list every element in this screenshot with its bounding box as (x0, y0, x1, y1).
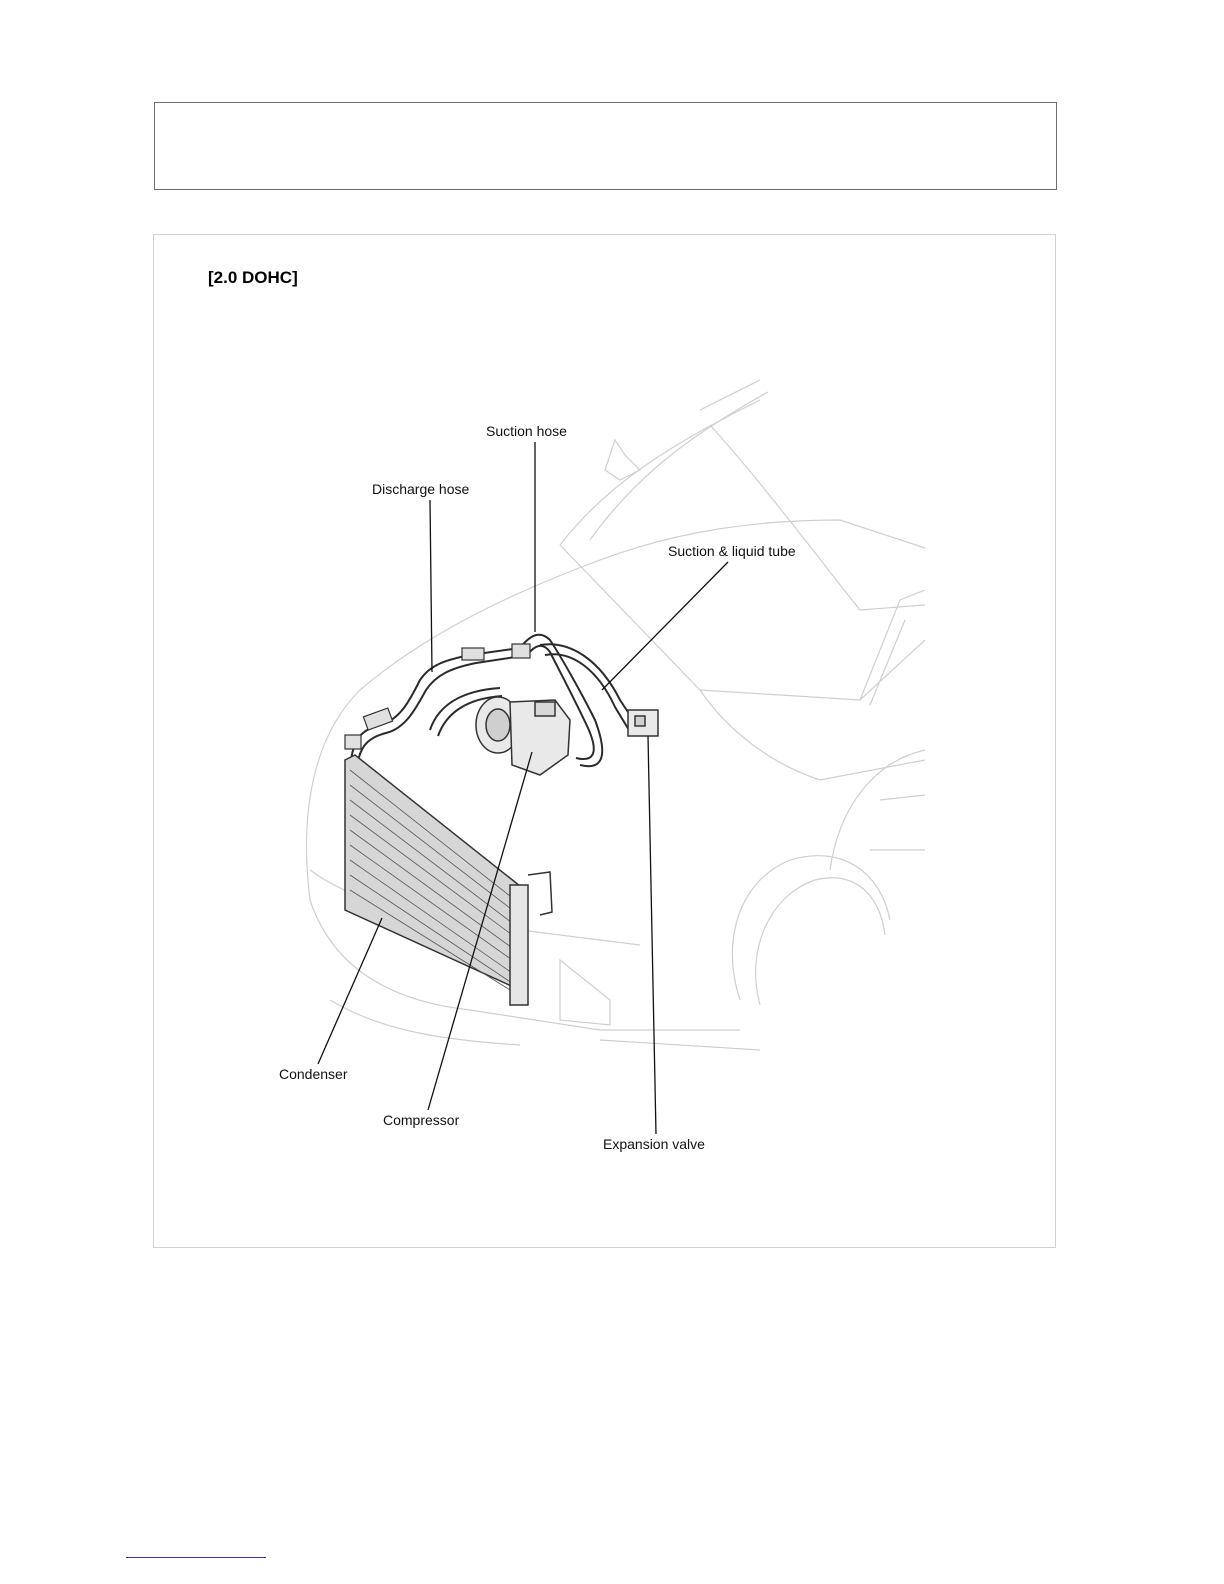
compressor-shape (476, 697, 570, 775)
label-suction-hose: Suction hose (486, 423, 567, 439)
label-condenser: Condenser (279, 1066, 348, 1082)
condenser-shape (345, 755, 552, 1005)
footer-rule (126, 1557, 266, 1558)
expansion-valve-shape (628, 710, 658, 736)
label-suction-liquid-tube: Suction & liquid tube (668, 543, 796, 559)
label-expansion-valve: Expansion valve (603, 1136, 705, 1152)
label-discharge-hose: Discharge hose (372, 481, 470, 497)
figure-title: [2.0 DOHC] (208, 268, 298, 287)
label-compressor: Compressor (383, 1112, 460, 1128)
